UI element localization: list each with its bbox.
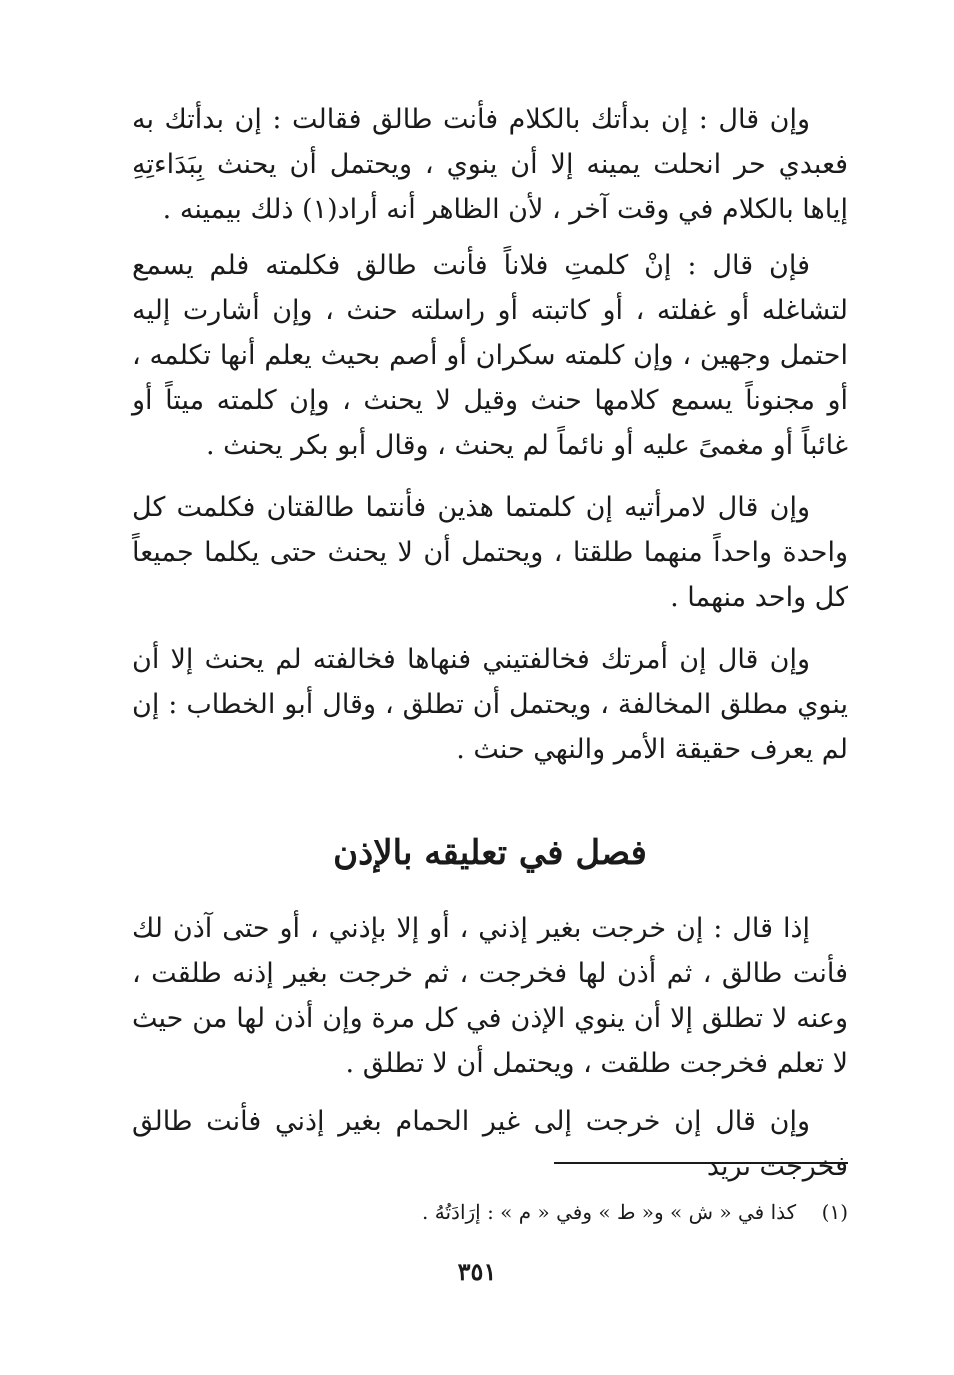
- section-paragraph-1: إذا قال : إن خرجت بغير إذني ، أو إلا بإذني ، أو حتى آذن لك فأنت طالق ، ثم أذن لها فخرجت ، ثم خرجت بغير إذنه طلقت ، وعنه لا تطلق إلا أن ينوي الإذن في كل مرة وإن أذن لها من حيث لا تعلم فخرجت طلقت ، ويحتمل أن لا تطلق .: [132, 913, 848, 1079]
- page-number: ٣٥١: [457, 1257, 497, 1286]
- section-heading: فصل في تعليقه بالإذن: [333, 833, 647, 873]
- paragraph-2: فإن قال : إنْ كلمتِ فلاناً فأنت طالق فكلمته فلم يسمع لتشاغله أو غفلته ، أو كاتبته أو راسلته حنث ، وإن أشارت إليه احتمل وجهين ، وإن كلمته سكران أو أصم بحيث يعلم أنها تكلمه ، أو مجنوناً يسمع كلامها حنث وقيل لا يحنث ، وإن كلمته ميتاً أو غائباً أو مغمىً عليه أو نائماً لم يحنث ، وقال أبو بكر يحنث .: [132, 250, 848, 461]
- section-paragraph-2: وإن قال إن خرجت إلى غير الحمام بغير إذني فأنت طالق فخرجت تريد: [132, 1106, 848, 1182]
- footnote-marker: (١): [821, 1200, 848, 1224]
- paragraph-1: وإن قال : إن بدأتك بالكلام فأنت طالق فقالت : إن بدأتك به فعبدي حر انحلت يمينه إلا أن ينوي ، ويحتمل أن يحنث بِبَدَاءتِهِ إياها بالكلام في وقت آخر ، لأن الظاهر أنه أراد(١) ذلك بيمينه .: [132, 104, 848, 225]
- paragraph-4: وإن قال إن أمرتك فخالفتيني فنهاها فخالفته لم يحنث إلا أن ينوي مطلق المخالفة ، ويحتمل أن تطلق ، وقال أبو الخطاب : إن لم يعرف حقيقة الأمر والنهي حنث .: [132, 644, 848, 765]
- footnote-text: كذا في « ش » و« ط » وفي « م » : إرَادَتُهُ .: [422, 1200, 797, 1224]
- paragraph-3: وإن قال لامرأتيه إن كلمتما هذين فأنتما طالقتان فكلمت كل واحدة واحداً منهما طلقتا ، ويحتمل أن لا يحنث حتى يكلما جميعاً كل واحد منهما .: [132, 492, 848, 613]
- footnote-divider: [554, 1162, 848, 1164]
- footnote: [300, 1196, 848, 1228]
